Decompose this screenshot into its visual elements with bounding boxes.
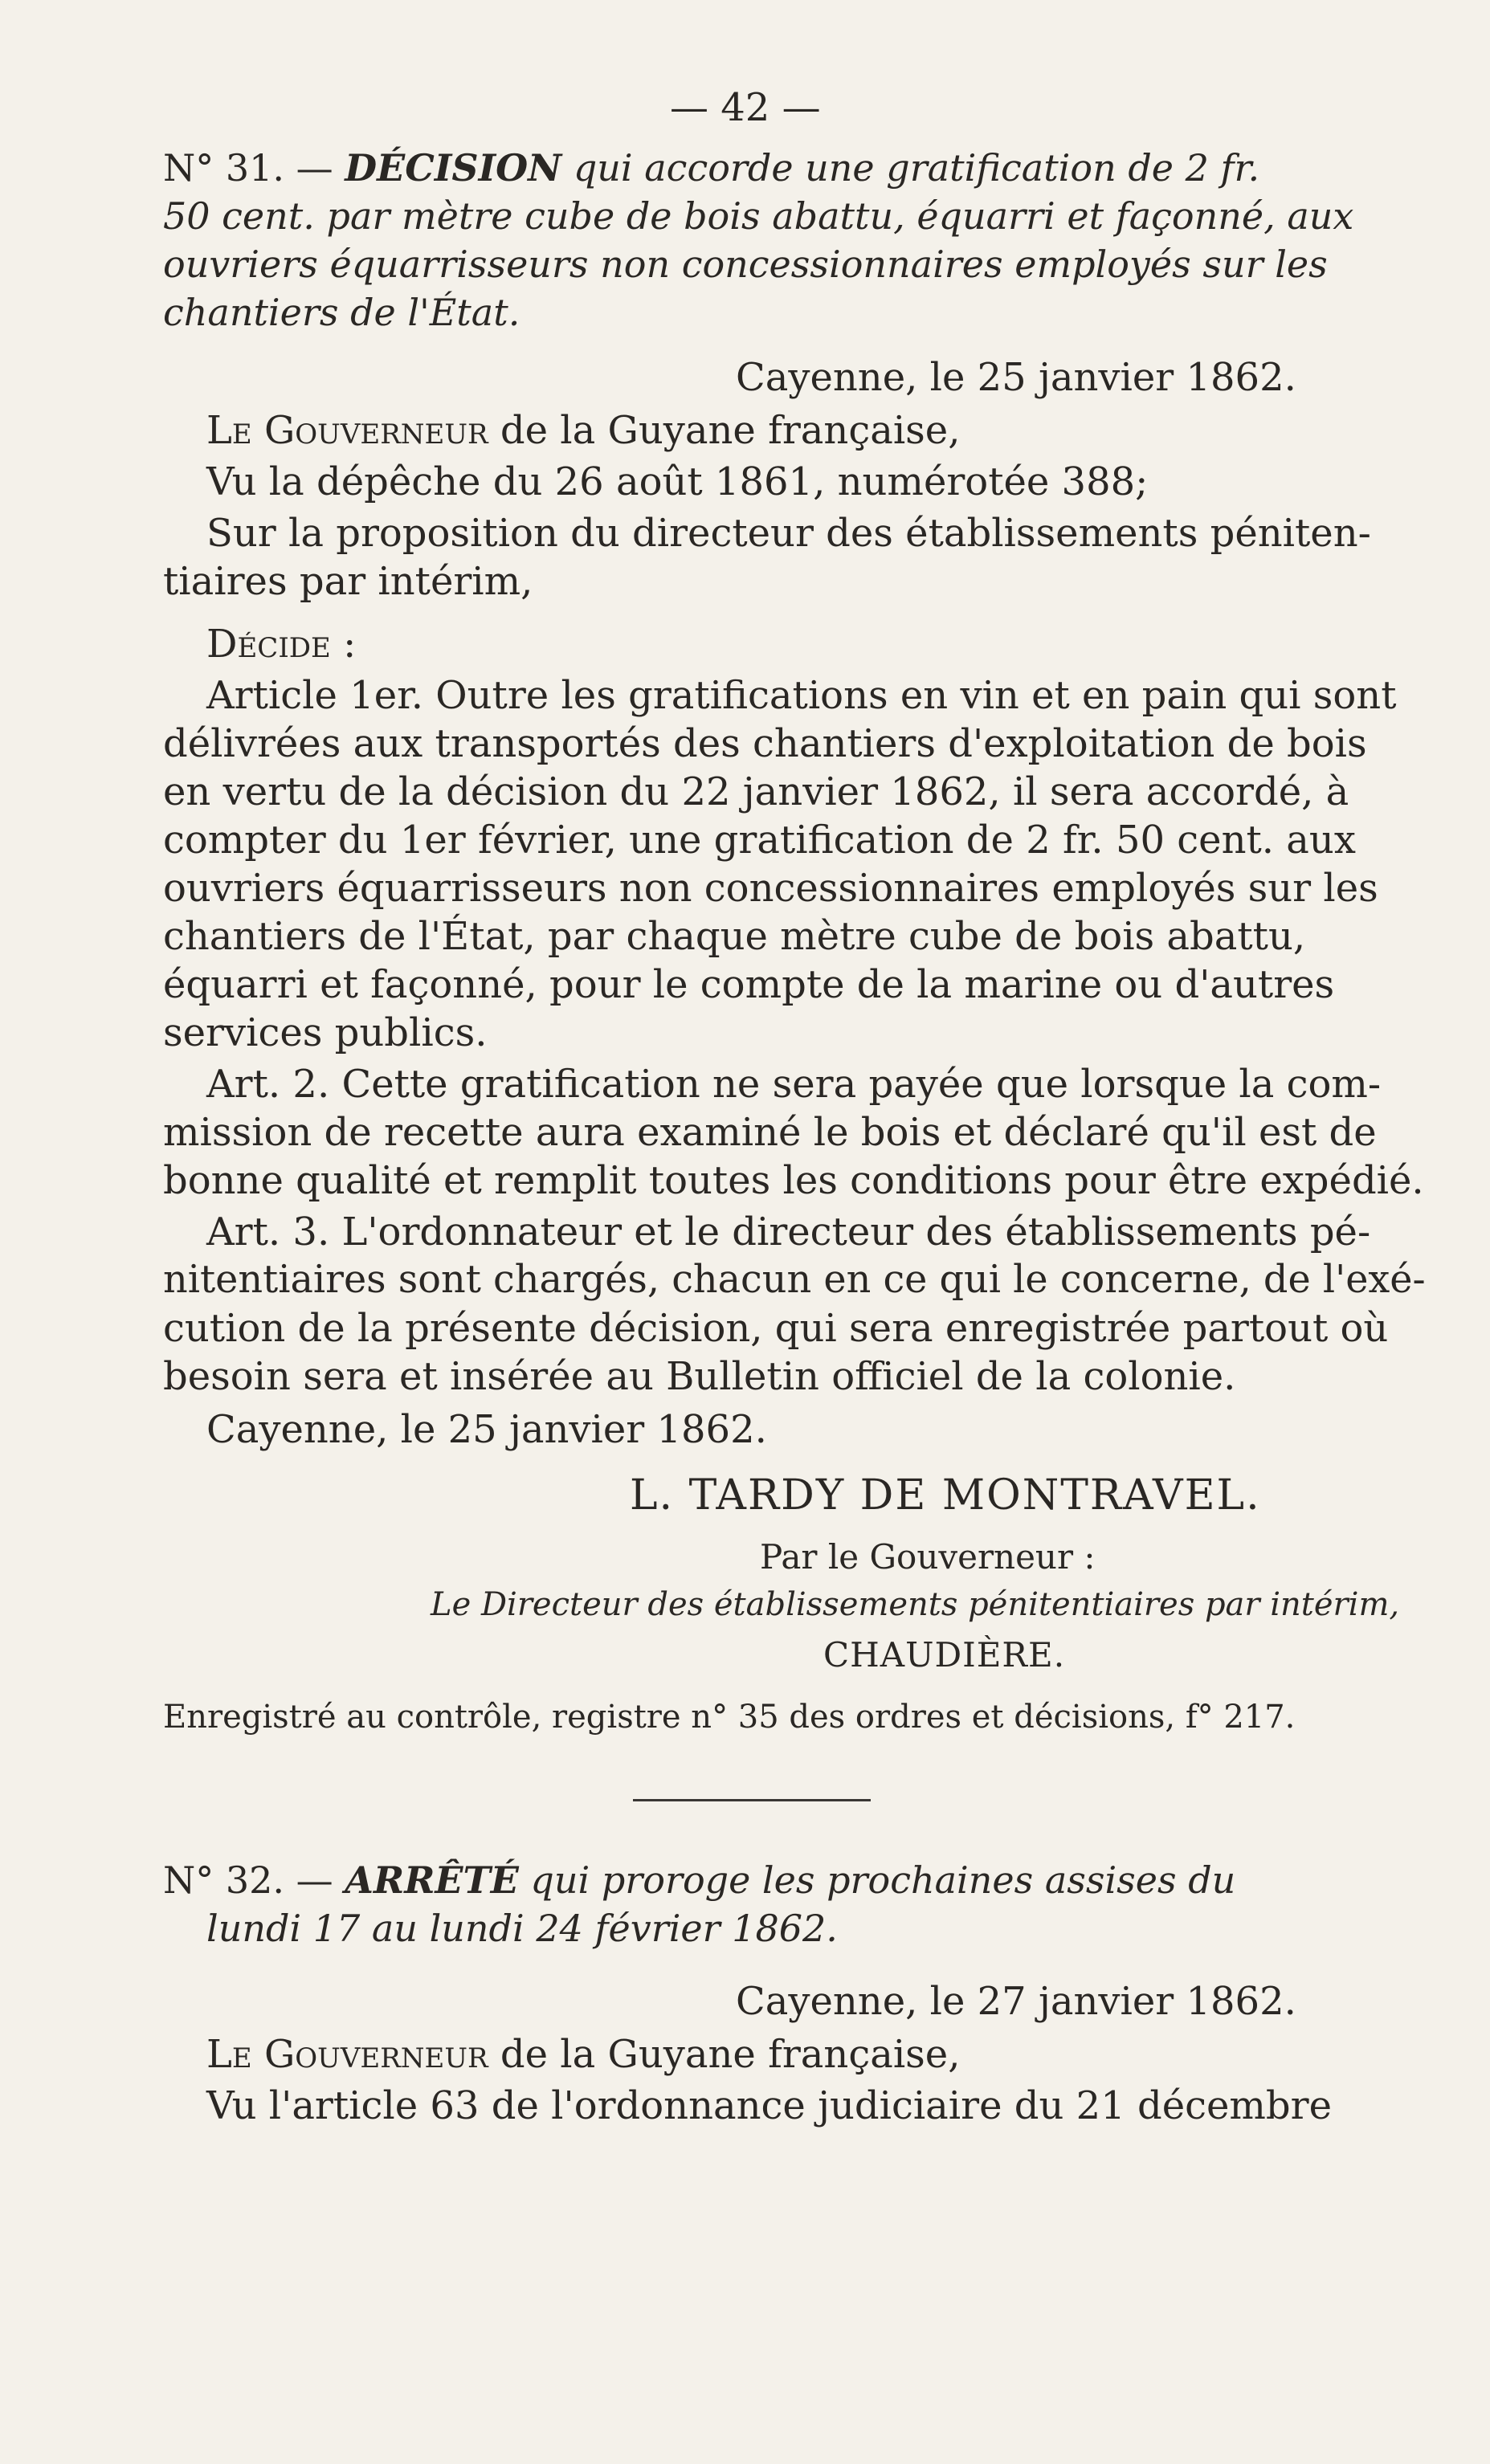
doc31-art1-line: en vertu de la décision du 22 janvier 1862, il sera accordé, à <box>163 769 1349 814</box>
doc31-title-line2: 50 cent. par mètre cube de bois abattu, équarri et façonné, aux <box>163 194 1354 238</box>
doc31-art1-line: chantiers de l'État, par chaque mètre cube de bois abattu, <box>163 914 1306 959</box>
doc31-closing-date: Cayenne, le 25 janvier 1862. <box>206 1407 767 1452</box>
doc32-governor-line <box>206 2032 961 2077</box>
doc31-art1-line: équarri et façonné, pour le compte de la marine ou d'autres <box>163 962 1335 1007</box>
doc31-art1-line: services publics. <box>163 1010 488 1055</box>
doc32-kind: ARRÊTÉ <box>345 1858 519 1902</box>
doc31-art2-line: Art. 2. Cette gratification ne sera payée que lorsque la com- <box>206 1062 1382 1107</box>
doc31-number: N° 31. <box>163 146 285 190</box>
doc31-kind: DÉCISION <box>345 146 562 190</box>
doc31-signature: L. TARDY DE MONTRAVEL. <box>630 1471 1261 1520</box>
doc31-decide: Décide : <box>206 622 357 667</box>
doc31-art2-line: mission de recette aura examiné le bois et déclaré qu'il est de <box>163 1110 1377 1155</box>
doc31-art3-line: Art. 3. L'ordonnateur et le directeur des établissements pé- <box>206 1210 1371 1254</box>
doc31-title-line1 <box>163 146 1260 190</box>
section-divider <box>633 1799 871 1801</box>
doc31-art1-line: Article 1er. Outre les gratifications en vin et en pain qui sont <box>206 673 1397 718</box>
doc31-title-line4: chantiers de l'État. <box>163 291 520 334</box>
doc32-governor-label: Le Gouverneur <box>206 2032 488 2077</box>
doc31-art3-line: cution de la présente décision, qui sera enregistrée partout où <box>163 1306 1389 1351</box>
doc31-art2-line: bonne qualité et remplit toutes les conditions pour être expédié. <box>163 1158 1424 1203</box>
doc32-governor-rest: de la Guyane française, <box>488 2032 961 2077</box>
doc31-sur-line1: Sur la proposition du directeur des établissements péniten- <box>206 511 1371 556</box>
doc31-par-le-gouverneur: Par le Gouverneur : <box>760 1537 1096 1577</box>
doc31-art1-line: compter du 1er février, une gratification de 2 fr. 50 cent. aux <box>163 818 1356 863</box>
doc32-title-line2: lundi 17 au lundi 24 février 1862. <box>206 1907 838 1950</box>
doc31-vu-line: Vu la dépêche du 26 août 1861, numérotée 388; <box>206 459 1149 504</box>
doc31-title-line3: ouvriers équarrisseurs non concessionnaires employés sur les <box>163 243 1328 286</box>
doc31-director-title: Le Directeur des établissements pénitentiaires par intérim, <box>431 1586 1400 1623</box>
doc32-title-text: qui proroge les prochaines assises du <box>530 1858 1236 1902</box>
doc31-governor-line <box>206 408 961 453</box>
doc32-dash: — <box>296 1858 333 1902</box>
doc31-governor-rest: de la Guyane française, <box>488 408 961 453</box>
doc31-art1-line: délivrées aux transportés des chantiers d'exploitation de bois <box>163 721 1367 766</box>
doc31-art1-line: ouvriers équarrisseurs non concessionnaires employés sur les <box>163 866 1378 911</box>
doc32-title-line1 <box>163 1858 1236 1902</box>
doc31-dash: — <box>296 146 333 190</box>
doc31-art3-line: besoin sera et insérée au Bulletin officiel de la colonie. <box>163 1354 1236 1399</box>
doc31-title-text: qui accorde une gratification de 2 fr. <box>573 146 1260 190</box>
doc32-number: N° 32. <box>163 1858 285 1902</box>
doc32-dateline: Cayenne, le 27 janvier 1862. <box>736 1979 1296 2024</box>
doc31-registration-note: Enregistré au contrôle, registre n° 35 des ordres et décisions, f° 217. <box>163 1699 1296 1736</box>
doc31-sur-line2: tiaires par intérim, <box>163 559 533 604</box>
page-number: — 42 — <box>670 85 821 130</box>
doc32-vu-line: Vu l'article 63 de l'ordonnance judiciaire du 21 décembre <box>206 2083 1332 2128</box>
doc31-dateline: Cayenne, le 25 janvier 1862. <box>736 355 1296 400</box>
doc31-art3-line: nitentiaires sont chargés, chacun en ce qui le concerne, de l'exé- <box>163 1258 1426 1302</box>
doc31-governor-label: Le Gouverneur <box>206 408 488 453</box>
doc31-director-name: CHAUDIÈRE. <box>823 1635 1066 1675</box>
